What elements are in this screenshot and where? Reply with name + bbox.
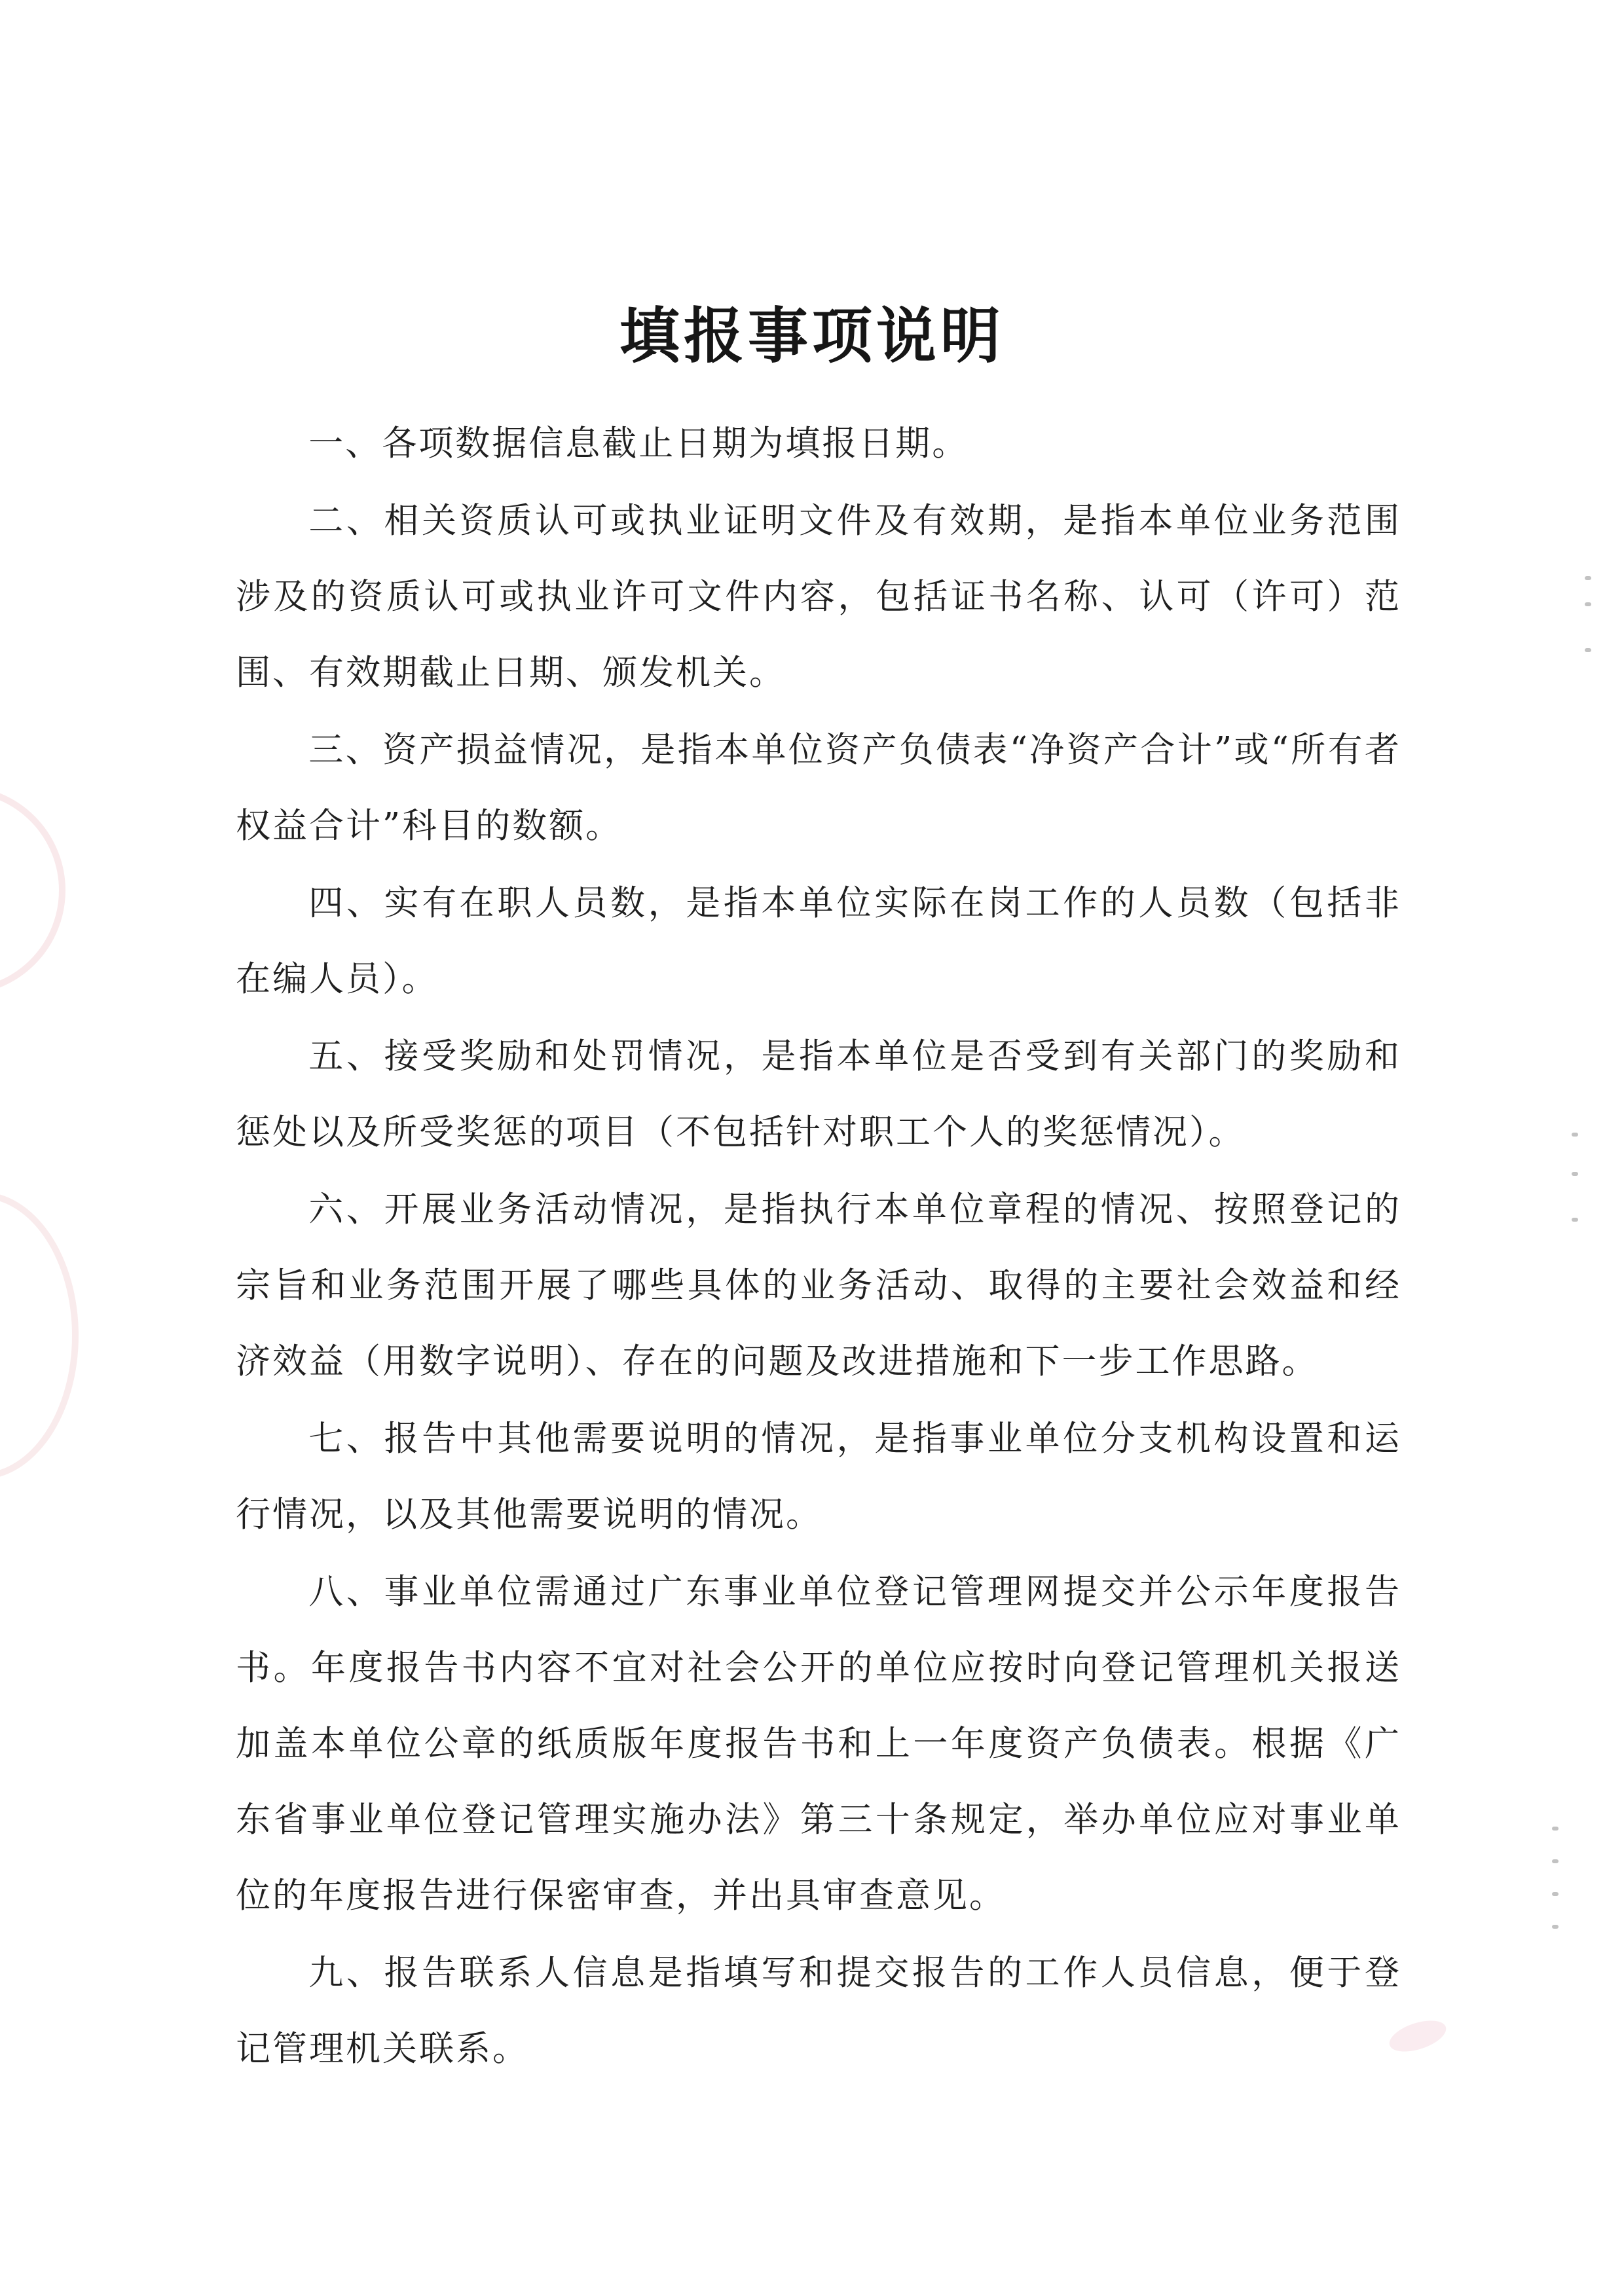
scan-mark — [1552, 1892, 1559, 1896]
paragraph-5: 五、接受奖励和处罚情况，是指本单位是否受到有关部门的奖励和惩处以及所受奖惩的项目（不包括针对职工个人的奖惩情况）。 — [236, 1036, 1401, 1152]
paragraph-1: 一、各项数据信息截止日期为填报日期。 — [308, 424, 969, 464]
scan-mark — [1552, 1925, 1559, 1929]
paragraph-2: 二、相关资质认可或执业证明文件及有效期，是指本单位业务范围涉及的资质认可或执业许可文件内容，包括证书名称、认可（许可）范围、有效期截止日期、颁发机关。 — [236, 501, 1401, 693]
paragraph-7: 七、报告中其他需要说明的情况，是指事业单位分支机构设置和运行情况，以及其他需要说明的情况。 — [236, 1419, 1401, 1535]
scan-mark — [1585, 576, 1591, 580]
scan-mark — [1572, 1172, 1578, 1176]
document-body — [236, 406, 1401, 2088]
paragraph-8: 八、事业单位需通过广东事业单位登记管理网提交并公示年度报告书。年度报告书内容不宜对社会公开的单位应按时向登记管理机关报送加盖本单位公章的纸质版年度报告书和上一年度资产负债表。根据《广东省事业单位登记管理实施办法》第三十条规定，举办单位应对事业单位的年度报告进行保密审查，并出具审查意见。 — [236, 1572, 1401, 1916]
scan-mark — [1552, 1827, 1559, 1831]
paragraph-6: 六、开展业务活动情况，是指执行本单位章程的情况、按照登记的宗旨和业务范围开展了哪些具体的业务活动、取得的主要社会效益和经济效益（用数字说明）、存在的问题及改进措施和下一步工作思路。 — [236, 1190, 1401, 1381]
paragraph-9: 九、报告联系人信息是指填写和提交报告的工作人员信息，便于登记管理机关联系。 — [236, 1953, 1401, 2069]
stamp-edge-artifact — [0, 1192, 79, 1480]
stamp-edge-artifact — [0, 786, 65, 995]
scan-mark — [1552, 1859, 1559, 1863]
scan-mark — [1572, 1218, 1578, 1222]
scan-mark — [1572, 1133, 1578, 1137]
paragraph-4: 四、实有在职人员数，是指本单位实际在岗工作的人员数（包括非在编人员）。 — [236, 883, 1401, 999]
paragraph-3: 三、资产损益情况，是指本单位资产负债表“净资产合计”或“所有者权益合计”科目的数额。 — [236, 730, 1401, 846]
scan-mark — [1585, 602, 1591, 606]
scan-mark — [1585, 648, 1591, 652]
page-title: 填报事项说明 — [619, 301, 1005, 371]
